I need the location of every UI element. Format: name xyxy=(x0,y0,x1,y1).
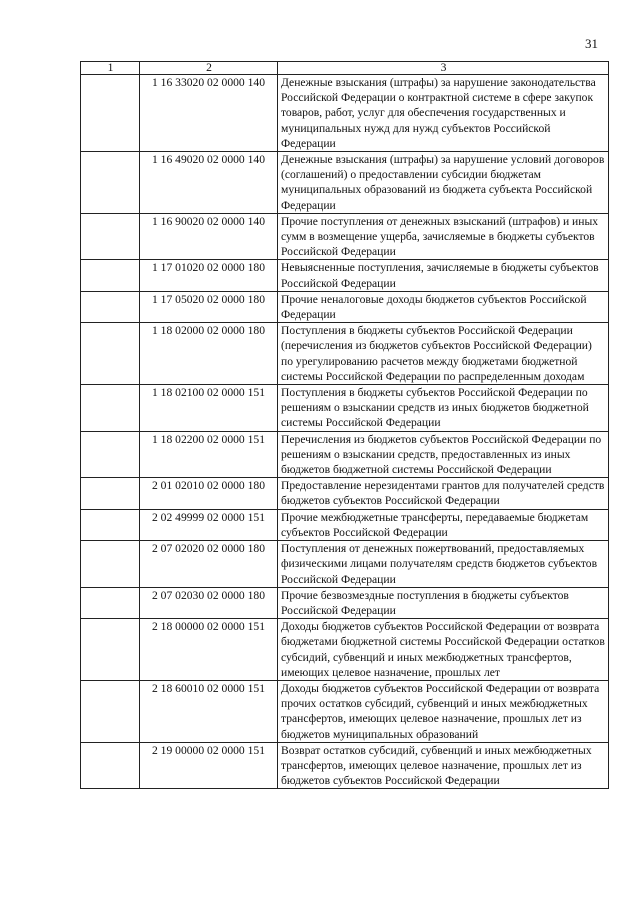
row-column-1-cell xyxy=(81,680,140,742)
row-column-1-cell xyxy=(81,152,140,214)
budget-code-cell: 1 16 90020 02 0000 140 xyxy=(140,213,278,260)
table-row xyxy=(81,431,609,478)
row-column-1-cell xyxy=(81,478,140,509)
budget-code-cell: 2 07 02030 02 0000 180 xyxy=(140,587,278,618)
budget-code-cell: 1 18 02100 02 0000 151 xyxy=(140,385,278,432)
budget-income-table xyxy=(80,61,609,789)
table-row xyxy=(81,152,609,214)
budget-code-cell: 2 18 00000 02 0000 151 xyxy=(140,619,278,681)
page-number: 31 xyxy=(585,36,598,51)
budget-code-cell: 2 18 60010 02 0000 151 xyxy=(140,680,278,742)
table-row xyxy=(81,742,609,789)
table-row xyxy=(81,75,609,152)
table-row xyxy=(81,291,609,322)
column-header-3: 3 xyxy=(278,62,609,75)
income-description-cell: Поступления в бюджеты субъектов Российской Федерации (перечисления из бюджетов субъектов Российской Федерации) по урегулированию расчетов между бюджетами бюджетной системы Российской Федерации по распределенным доходам xyxy=(278,323,609,385)
row-column-1-cell xyxy=(81,323,140,385)
row-column-1-cell xyxy=(81,541,140,588)
income-description-cell: Поступления в бюджеты субъектов Российской Федерации по решениям о взыскании средств из иных бюджетов бюджетной системы Российской Федерации xyxy=(278,385,609,432)
income-description-cell: Поступления от денежных пожертвований, предоставляемых физическими лицами получателям средств бюджетов субъектов Российской Федерации xyxy=(278,541,609,588)
row-column-1-cell xyxy=(81,75,140,152)
budget-code-cell: 2 07 02020 02 0000 180 xyxy=(140,541,278,588)
income-description-cell: Возврат остатков субсидий, субвенций и иных межбюджетных трансфертов, имеющих целевое назначение, прошлых лет из бюджетов субъектов Российской Федерации xyxy=(278,742,609,789)
table-row xyxy=(81,260,609,291)
row-column-1-cell xyxy=(81,260,140,291)
budget-code-cell: 2 19 00000 02 0000 151 xyxy=(140,742,278,789)
budget-code-cell: 2 02 49999 02 0000 151 xyxy=(140,509,278,540)
column-header-2: 2 xyxy=(140,62,278,75)
income-description-cell: Денежные взыскания (штрафы) за нарушение законодательства Российской Федерации о контрактной системе в сфере закупок товаров, работ, услуг для обеспечения государственных и муниципальных нужд для нужд субъектов Российской Федерации xyxy=(278,75,609,152)
budget-code-cell: 1 17 01020 02 0000 180 xyxy=(140,260,278,291)
income-description-cell: Прочие неналоговые доходы бюджетов субъектов Российской Федерации xyxy=(278,291,609,322)
income-description-cell: Прочие безвозмездные поступления в бюджеты субъектов Российской Федерации xyxy=(278,587,609,618)
row-column-1-cell xyxy=(81,213,140,260)
income-description-cell: Перечисления из бюджетов субъектов Российской Федерации по решениям о взыскании средств, предоставленных из иных бюджетов бюджетной системы Российской Федерации xyxy=(278,431,609,478)
income-description-cell: Денежные взыскания (штрафы) за нарушение условий договоров (соглашений) о предоставлении субсидии бюджетам муниципальных образований из бюджета субъекта Российской Федерации xyxy=(278,152,609,214)
row-column-1-cell xyxy=(81,291,140,322)
table-row xyxy=(81,541,609,588)
table-row xyxy=(81,680,609,742)
row-column-1-cell xyxy=(81,619,140,681)
table-row xyxy=(81,478,609,509)
table-row xyxy=(81,385,609,432)
income-description-cell: Невыясненные поступления, зачисляемые в бюджеты субъектов Российской Федерации xyxy=(278,260,609,291)
table-row xyxy=(81,587,609,618)
row-column-1-cell xyxy=(81,509,140,540)
table-body xyxy=(81,75,609,789)
income-description-cell: Прочие поступления от денежных взысканий (штрафов) и иных сумм в возмещение ущерба, зачисляемые в бюджеты субъектов Российской Федерации xyxy=(278,213,609,260)
table-header-row xyxy=(81,62,609,75)
budget-code-cell: 1 16 49020 02 0000 140 xyxy=(140,152,278,214)
income-description-cell: Доходы бюджетов субъектов Российской Федерации от возврата прочих остатков субсидий, субвенций и иных межбюджетных трансфертов, имеющих целевое назначение, прошлых лет из бюджетов муниципальных образований xyxy=(278,680,609,742)
budget-code-cell: 1 16 33020 02 0000 140 xyxy=(140,75,278,152)
row-column-1-cell xyxy=(81,385,140,432)
table-row xyxy=(81,323,609,385)
budget-code-cell: 1 18 02000 02 0000 180 xyxy=(140,323,278,385)
table-row xyxy=(81,509,609,540)
income-description-cell: Прочие межбюджетные трансферты, передаваемые бюджетам субъектов Российской Федерации xyxy=(278,509,609,540)
column-header-1: 1 xyxy=(81,62,140,75)
row-column-1-cell xyxy=(81,742,140,789)
budget-code-cell: 1 17 05020 02 0000 180 xyxy=(140,291,278,322)
table-row xyxy=(81,213,609,260)
budget-code-cell: 1 18 02200 02 0000 151 xyxy=(140,431,278,478)
row-column-1-cell xyxy=(81,431,140,478)
table-row xyxy=(81,619,609,681)
income-description-cell: Предоставление нерезидентами грантов для получателей средств бюджетов субъектов Российской Федерации xyxy=(278,478,609,509)
income-description-cell: Доходы бюджетов субъектов Российской Федерации от возврата бюджетами бюджетной системы Российской Федерации остатков субсидий, субвенций и иных межбюджетных трансфертов, имеющих целевое назначение, прошлых лет xyxy=(278,619,609,681)
budget-code-cell: 2 01 02010 02 0000 180 xyxy=(140,478,278,509)
row-column-1-cell xyxy=(81,587,140,618)
